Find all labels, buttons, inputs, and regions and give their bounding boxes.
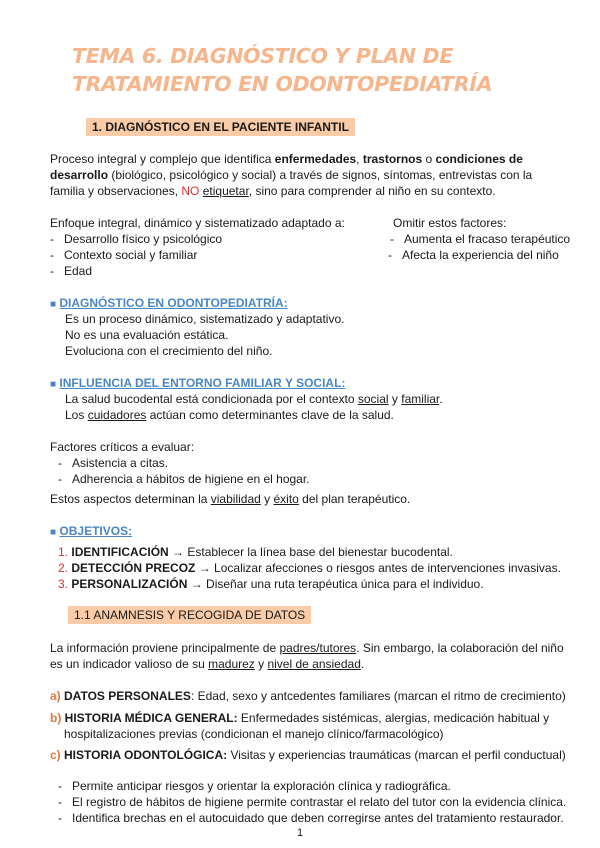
text: social	[357, 392, 389, 406]
text: o	[422, 152, 436, 166]
text: Adherencia a hábitos de higiene en el hogar.	[72, 472, 310, 486]
text: éxito	[273, 492, 299, 506]
enfoque-item: - Contexto social y familiar	[50, 248, 198, 262]
text: c)	[50, 748, 61, 762]
text: y	[388, 392, 402, 406]
text: Proceso integral y complejo que identifica	[50, 152, 275, 166]
text: y	[254, 657, 268, 671]
datos-a	[50, 688, 566, 704]
text: padres/tutores	[279, 641, 357, 655]
diag-line: Es un proceso dinámico, sistematizado y adaptativo.	[65, 312, 345, 326]
text: etiquetar	[202, 184, 249, 198]
text: IDENTIFICACIÓN	[71, 545, 169, 559]
datos-b	[50, 710, 549, 726]
factores-heading: Factores críticos a evaluar:	[50, 440, 195, 454]
text: OBJETIVOS:	[59, 524, 133, 538]
text: La información proviene principalmente de	[50, 641, 280, 655]
text: La salud bucodental está condicionada por el contexto	[65, 392, 358, 406]
text: .	[439, 392, 443, 406]
text: Enfermedades sistémicas, alergias, medicación habitual y	[237, 711, 550, 725]
factores-conclusion	[50, 491, 410, 507]
enfoque-item: - Edad	[50, 264, 93, 278]
objetivos-heading	[50, 523, 132, 541]
datos-b-cont: hospitalizaciones previas (condicionan el manejo clínico/farmacológico)	[64, 727, 444, 741]
entorno-line-2	[65, 407, 394, 423]
text: → Localizar afecciones o riesgos antes de intervenciones invasivas.	[195, 561, 561, 575]
text: Aumenta el fracaso terapéutico	[404, 232, 571, 246]
text: Desarrollo físico y psicológico	[64, 232, 223, 246]
text: enfermedades	[274, 152, 357, 166]
text: madurez	[208, 657, 255, 671]
square-bullet-icon: ■	[50, 379, 57, 390]
text: El registro de hábitos de higiene permite contrastar el relato del tutor con la evidencia clínica.	[72, 795, 567, 809]
text: 1.	[58, 545, 69, 559]
text: Identifica brechas en el autocuidado que deben corregirse antes del tratamiento restaurador.	[72, 811, 564, 825]
final-item: - Identifica brechas en el autocuidado que deben corregirse antes del tratamiento restaurador.	[58, 811, 564, 825]
text: desarrollo	[50, 168, 109, 182]
title-line-1: TEMA 6. DIAGNÓSTICO Y PLAN DE	[72, 44, 454, 68]
text: es un indicador valioso de su	[50, 657, 209, 671]
text: 3.	[58, 577, 69, 591]
enfoque-heading: Enfoque integral, dinámico y sistematizado adaptado a:	[50, 216, 345, 230]
anam-line-1	[50, 640, 564, 656]
final-item: - El registro de hábitos de higiene permite contrastar el relato del tutor con la evidencia clínica.	[58, 795, 567, 809]
factores-item: - Asistencia a citas.	[58, 456, 169, 470]
text: INFLUENCIA DEL ENTORNO FAMILIAR Y SOCIAL:	[59, 376, 346, 390]
text: Asistencia a citas.	[72, 456, 169, 470]
text: NO	[181, 184, 200, 198]
text: → Diseñar una ruta terapéutica única para el individuo.	[187, 577, 484, 591]
title-line-2: TRATAMIENTO EN ODONTOPEDIATRÍA	[72, 72, 493, 96]
text: nivel de ansiedad	[267, 657, 361, 671]
datos-c	[50, 747, 566, 763]
text: DETECCIÓN PRECOZ	[71, 561, 196, 575]
text: 2.	[58, 561, 69, 575]
diag-line: No es una evaluación estática.	[65, 328, 229, 342]
text: (biológico, psicológico y social) a través de signos, síntomas, entrevistas con la	[108, 168, 533, 182]
text: actúan como determinantes clave de la salud.	[146, 408, 394, 422]
text: DATOS PERSONALES	[64, 689, 191, 703]
section-heading	[86, 119, 355, 135]
text: . Sin embargo, la colaboración del niño	[356, 641, 564, 655]
text: del plan terapéutico.	[298, 492, 411, 506]
text: a)	[50, 689, 61, 703]
subsection-heading	[68, 607, 311, 623]
final-item: - Permite anticipar riesgos y orientar la exploración clínica y radiográfica.	[58, 779, 451, 793]
text: DIAGNÓSTICO EN ODONTOPEDIATRÍA:	[59, 296, 288, 310]
text: HISTORIA ODONTOLÓGICA:	[64, 748, 228, 762]
intro-line-1	[50, 151, 523, 167]
omitir-item: - Afecta la experiencia del niño	[388, 248, 559, 262]
text: cuidadores	[87, 408, 147, 422]
omitir-item: - Aumenta el fracaso terapéutico	[390, 232, 571, 246]
objetivo-item	[58, 544, 453, 560]
text: , sino para comprender al niño en su contexto.	[248, 184, 496, 198]
text: Visitas y experiencias traumáticas (marcan el perfil conductual)	[227, 748, 566, 762]
diag-line: Evoluciona con el crecimiento del niño.	[65, 344, 273, 358]
text: Permite anticipar riesgos y orientar la exploración clínica y radiográfica.	[72, 779, 451, 793]
text: Los	[65, 408, 88, 422]
text: trastornos	[362, 152, 423, 166]
objetivo-item	[58, 560, 561, 576]
text: ,	[356, 152, 363, 166]
text: Estos aspectos determinan la	[50, 492, 211, 506]
section-heading-label: 1. DIAGNÓSTICO EN EL PACIENTE INFANTIL	[86, 118, 355, 136]
text: : Edad, sexo y antcedentes familiares (marcan el ritmo de crecimiento)	[190, 689, 566, 703]
text: Afecta la experiencia del niño	[402, 248, 559, 262]
anam-line-2	[50, 656, 364, 672]
page-number: 1	[296, 827, 304, 839]
text: .	[360, 657, 365, 671]
page-title	[72, 42, 572, 98]
text: → Establecer la línea base del bienestar bucodental.	[168, 545, 453, 559]
text: familiar	[401, 392, 440, 406]
text: Contexto social y familiar	[64, 248, 198, 262]
intro-line-2	[50, 167, 532, 183]
intro-line-3	[50, 183, 496, 199]
text: viabilidad	[210, 492, 261, 506]
text: condiciones de	[435, 152, 523, 166]
enfoque-item: - Desarrollo físico y psicológico	[50, 232, 223, 246]
text: HISTORIA MÉDICA GENERAL:	[64, 711, 238, 725]
omitir-heading: Omitir estos factores:	[393, 216, 507, 230]
text: PERSONALIZACIÓN	[71, 577, 188, 591]
objetivo-item	[58, 576, 484, 592]
text: b)	[50, 711, 62, 725]
square-bullet-icon: ■	[50, 527, 57, 538]
factores-item: - Adherencia a hábitos de higiene en el hogar.	[58, 472, 310, 486]
text: Edad	[64, 264, 93, 278]
square-bullet-icon: ■	[50, 299, 57, 310]
text: familia y observaciones,	[50, 184, 182, 198]
text: y	[260, 492, 274, 506]
entorno-line-1	[65, 391, 443, 407]
subsection-heading-label: 1.1 ANAMNESIS Y RECOGIDA DE DATOS	[68, 606, 311, 624]
